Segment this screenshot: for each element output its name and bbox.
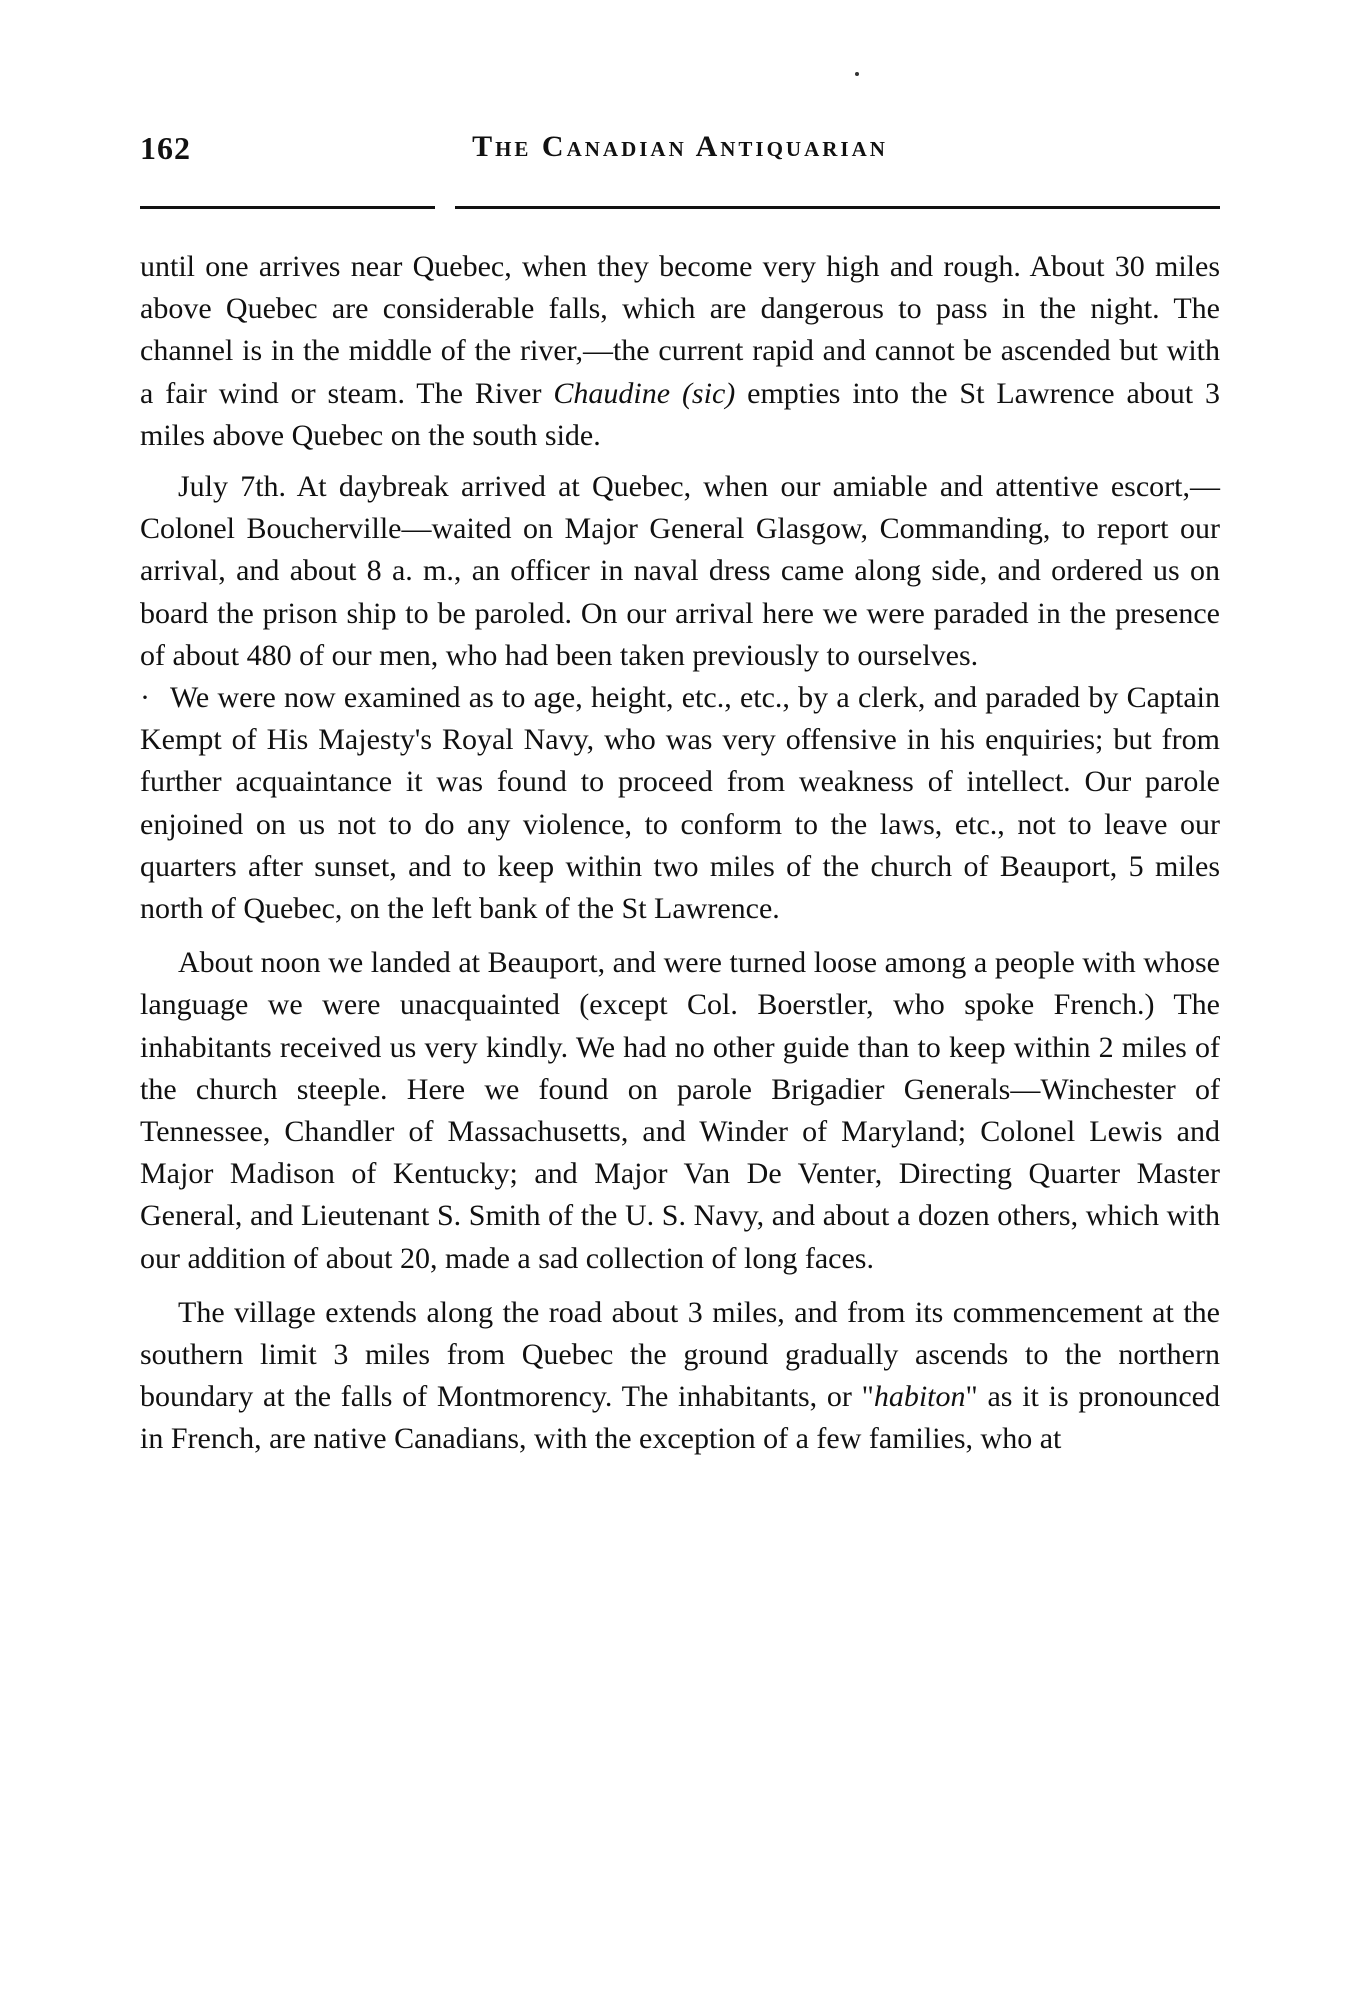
paragraph-4: About noon we landed at Beauport, and were turned loose among a people with whose language we were unacquainted (except Col. Boerstler, who spoke French.) The inhabitants received us very kindly. We had no other guide than to keep within 2 miles of the church steeple. Here we found on parole Brigadier Generals—Winchester of Tennessee, Chandler of Massachusetts, and Winder of Maryland; Colonel Lewis and Major Madison of Kentucky; and Major Van De Venter, Directing Quarter Master General, and Lieutenant S. Smith of the U. S. Navy, and about a dozen others, which with our addition of about 20, made a sad collection of long faces. <box>140 946 1220 1275</box>
paragraph-5-text-b: " as it is pronounced in French, are native Canadians, with the exception of a few families, who at <box>140 1380 1220 1456</box>
paragraph-5-italic: habiton <box>873 1380 966 1414</box>
body-text <box>140 246 1220 1461</box>
paragraph-5-text-a: The village extends along the road about 3 miles, and from its commencement at the southern limit 3 miles from Quebec the ground gradually ascends to the northern boundary at the falls of Montmorency. The inhabitants, or " <box>140 1295 1220 1414</box>
header-rule-right <box>455 206 1220 209</box>
paragraph-1-sic: (sic) <box>681 376 736 410</box>
print-speck <box>855 72 859 76</box>
page-header <box>140 130 1220 180</box>
paragraph-3 <box>140 677 1220 930</box>
paragraph-2: July 7th. At daybreak arrived at Quebec, when our amiable and attentive escort,—Colonel Boucherville—waited on Major General Glasgow, Commanding, to report our arrival, and about 8 a. m., an officer in naval dress came along side, and ordered us on board the prison ship to be paroled. On our arrival here we were paraded in the presence of about 480 of our men, who had been taken previously to ourselves. <box>140 470 1220 672</box>
paragraph-3-text: We were now examined as to age, height, etc., etc., by a clerk, and paraded by Captain Kempt of His Majesty's Royal Navy, who was very offensive in his enquiries; but from further acquaintance it was found to proceed from weakness of intellect. Our parole enjoined on us not to do any violence, to conform to the laws, etc., not to leave our quarters after sunset, and to keep within two miles of the church of Beauport, 5 miles north of Quebec, on the left bank of the St Lawrence. <box>140 681 1220 926</box>
page-number: 162 <box>140 130 191 166</box>
running-head: The Canadian Antiquarian <box>472 130 888 163</box>
paragraph-1 <box>140 246 1220 457</box>
paragraph-3-mark: · <box>140 681 150 715</box>
header-rule-left <box>140 206 435 209</box>
paragraph-1-italic: Chaudine <box>553 376 671 410</box>
paragraph-5 <box>140 1292 1220 1461</box>
paragraph-1-text-a: until one arrives near Quebec, when they become very high and rough. About 30 miles above Quebec are considerable falls, which are dangerous to pass in the night. The channel is in the middle of the river,—the current rapid and cannot be ascended but with a fair wind or steam. The River <box>140 250 1220 410</box>
paragraph-1-text-b: empties into the St Lawrence about 3 miles above Quebec on the south side. <box>140 376 1220 452</box>
